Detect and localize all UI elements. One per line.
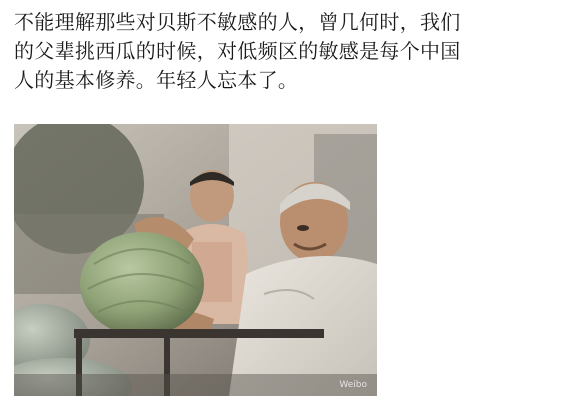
post-text-line-2: 的父辈挑西瓜的时候，对低频区的敏感是每个中国	[14, 39, 461, 63]
post-text	[14, 8, 566, 95]
post-text-line-1: 不能理解那些对贝斯不敏感的人，曾几何时，我们	[14, 10, 461, 34]
post-photo[interactable]	[14, 124, 377, 396]
photo-image	[14, 124, 377, 396]
post-text-line-3: 人的基本修养。年轻人忘本了。	[14, 68, 299, 92]
watermark-text: Weibo	[339, 380, 367, 390]
